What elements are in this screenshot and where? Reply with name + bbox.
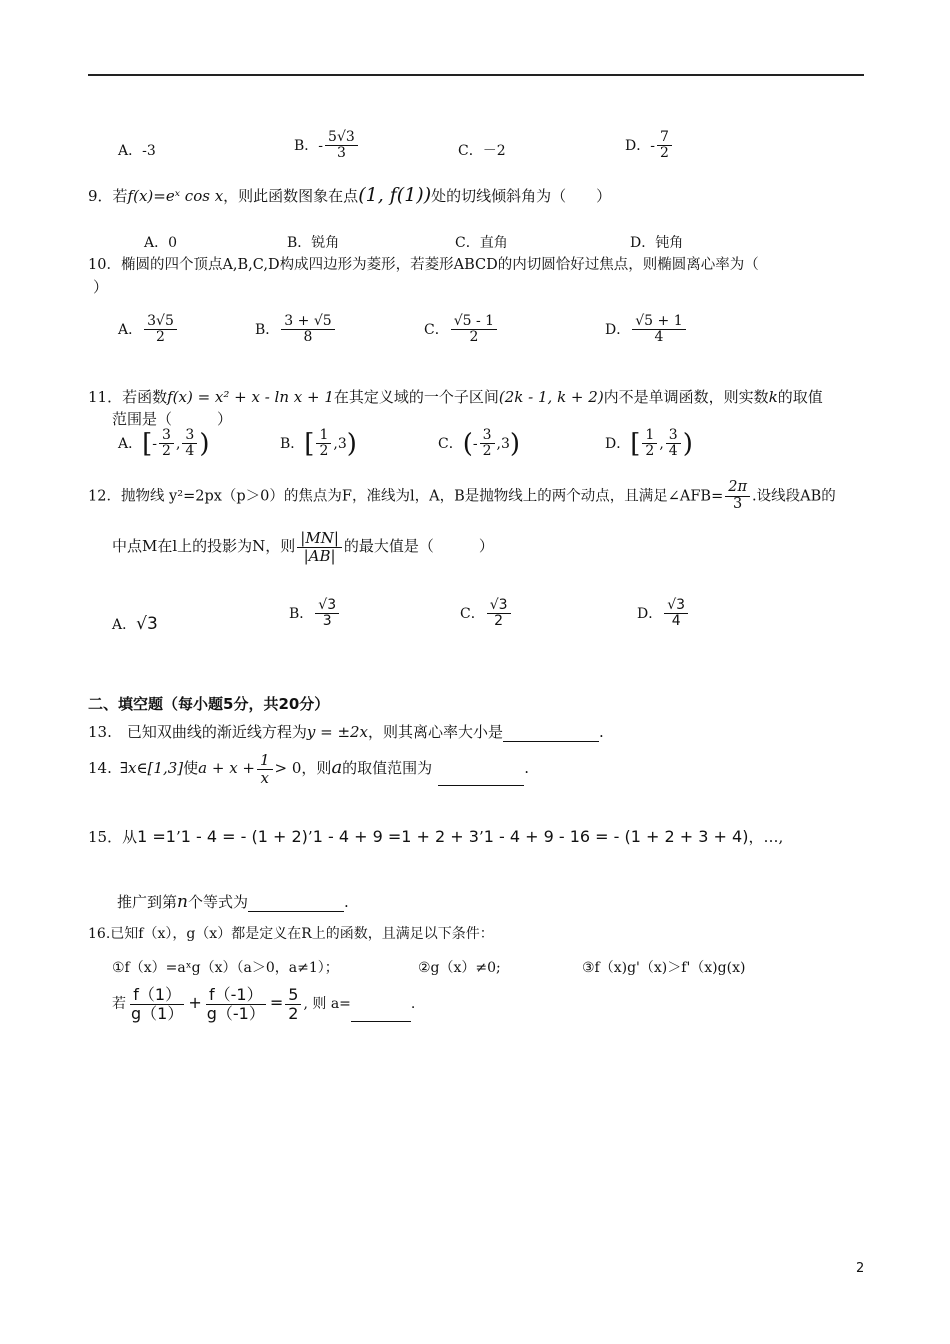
- question-15: 15．从1 =1’1 - 4 = - (1 + 2)’1 - 4 + 9 =1 + 2 + 3’1 - 4 + 9 - 16 = - (1 + 2 + 3 + 4)，…,: [88, 827, 784, 846]
- q12-option-a: A．√3: [112, 614, 158, 634]
- question-13: 13. 已知双曲线的渐近线方程为y = ±2x，则其离心率大小是 .: [88, 723, 604, 741]
- q8-option-a: A．-3: [118, 143, 156, 159]
- q10-option-c: C． $\frac{√5 - 1}{2}$: [424, 314, 499, 346]
- q15-answer-blank[interactable]: [248, 911, 344, 912]
- q16-condition-1: ①f（x）=aˣg（x）（a＞0，a≠1）；: [112, 960, 339, 976]
- q14-answer-blank[interactable]: [438, 785, 524, 786]
- q9-option-b: B．锐角: [287, 235, 340, 251]
- q16-condition-3: ③f（x)g'（x)＞f'（x)g(x): [582, 960, 746, 976]
- q9-option-a: A．0: [144, 235, 178, 251]
- q8-option-c: C．－2: [458, 143, 506, 159]
- question-12-line2: 中点M在l上的投影为N，则 $\frac{|MN|}{|AB|}$ 的最大值是（ ）: [112, 529, 494, 565]
- question-16: 16.已知f（x），g（x）都是定义在R上的函数，且满足以下条件：: [88, 926, 494, 942]
- q11-option-c: C．(- $\frac{3}{2}$ ,3): [438, 427, 521, 460]
- question-11-line2: 范围是（ ）: [112, 410, 233, 428]
- q11-option-d: D．[ $\frac{1}{2}$ , $\frac{3}{4}$ ): [605, 427, 693, 460]
- question-14: 14. ∃x∈[1,3]使a + x + $\frac{1}{x}$ > 0，则a的取值范围为 .: [88, 751, 529, 787]
- q8-option-d: D．- $\frac{7}{2}$: [625, 130, 674, 162]
- q12-option-d: D． $\frac{√3}{4}$: [637, 598, 690, 630]
- question-10: 10．椭圆的四个顶点A,B,C,D构成四边形为菱形，若菱形ABCD的内切圆恰好过焦点，则椭圆离心率为（: [88, 257, 759, 273]
- header-rule: [88, 74, 864, 76]
- q8-option-b: B．- $\frac{5√3}{3}$: [294, 130, 360, 162]
- q10-option-d: D． $\frac{√5 + 1}{4}$: [605, 314, 688, 346]
- q12-option-b: B． $\frac{√3}{3}$: [289, 598, 341, 630]
- question-9: 9．若f(x)=eˣ cos x，则此函数图象在点(1, f(1))处的切线倾斜角为（ ）: [88, 184, 612, 206]
- question-10-end: ）: [93, 278, 109, 296]
- q10-option-b: B． $\frac{3 + √5}{8}$: [255, 314, 337, 346]
- q9-option-d: D．钝角: [630, 235, 684, 251]
- q13-answer-blank[interactable]: [503, 741, 599, 742]
- question-12: 12．抛物线 y²=2px（p＞0）的焦点为F，准线为l，A，B是抛物线上的两个动点，且满足∠AFB= $\frac{2\pi}{3}$ .设线段AB的: [88, 479, 836, 512]
- section-heading-fill-in: 二、填空题（每小题5分，共20分）: [88, 695, 330, 713]
- q12-option-c: C． $\frac{√3}{2}$: [460, 598, 513, 630]
- q11-option-a: A．[- $\frac{3}{2}$ , $\frac{3}{4}$ ): [118, 427, 210, 460]
- page-number: 2: [856, 1261, 865, 1276]
- question-15-line2: 推广到第n个等式为 .: [117, 892, 349, 912]
- q10-option-a: A． $\frac{3√5}{2}$: [118, 314, 179, 346]
- q16-answer-blank[interactable]: [351, 1021, 411, 1022]
- q16-condition-equation: 若 $\frac{f(1)}{g(1)}$ + $\frac{f(-1)}{g(-1)}$ = $\frac{5}{2}$ , 则 a= .: [112, 985, 416, 1023]
- q16-condition-2: ②g（x）≠0;: [418, 960, 501, 976]
- q11-option-b: B．[ $\frac{1}{2}$ ,3): [280, 427, 357, 460]
- q9-option-c: C．直角: [455, 235, 508, 251]
- question-11: 11．若函数f(x) = x² + x - ln x + 1在其定义域的一个子区间(2k - 1, k + 2)内不是单调函数，则实数k的取值: [88, 388, 823, 406]
